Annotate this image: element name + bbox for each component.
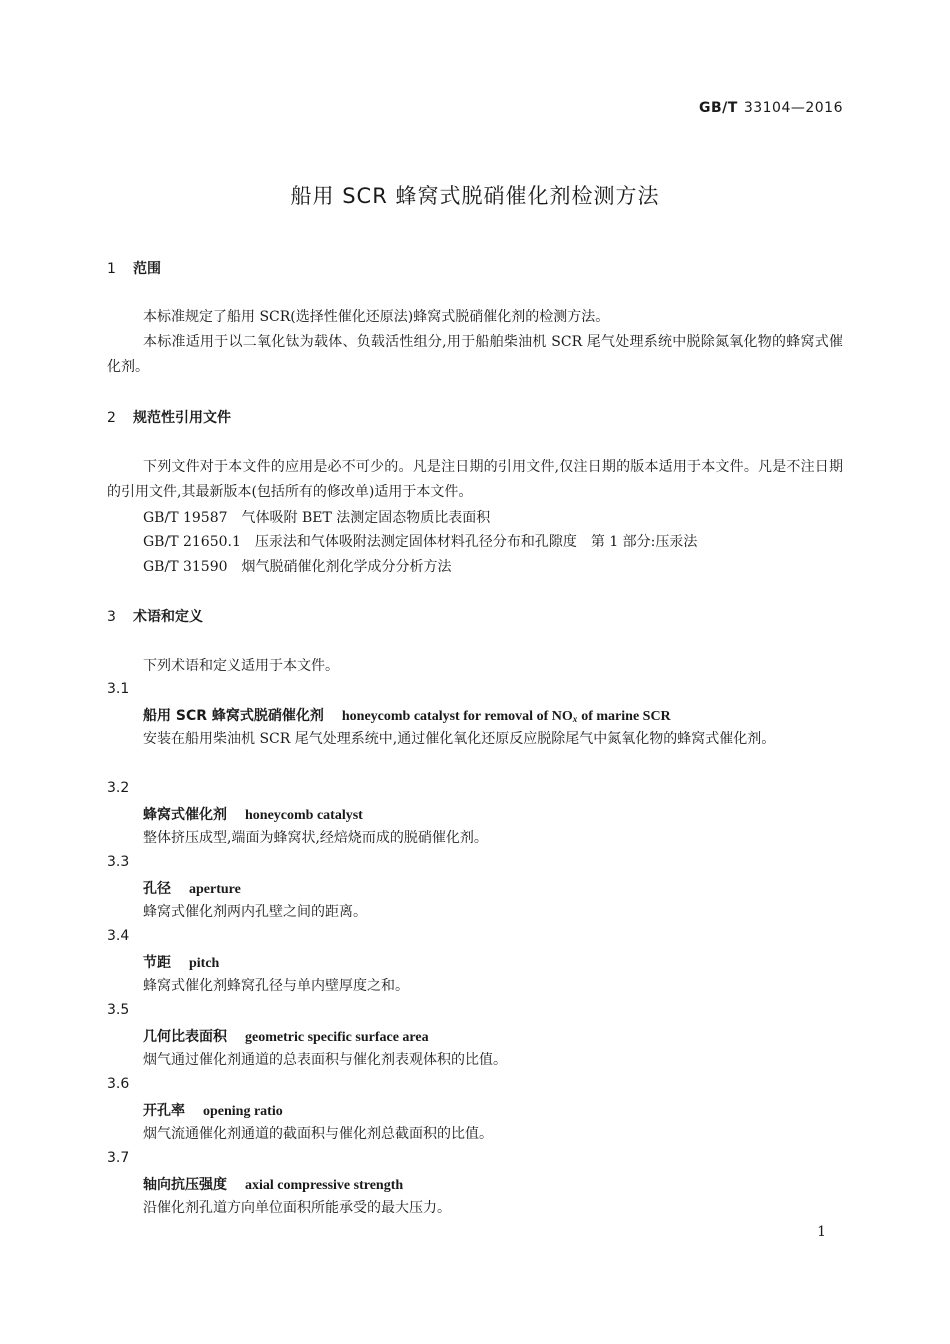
subscript-x: x [572,714,578,724]
term-number: 3.2 [107,780,130,796]
term-number: 3.5 [107,1002,130,1018]
term-name-zh: 蜂窝式催化剂 [143,807,227,823]
term-definition: 蜂窝式催化剂两内孔壁之间的距离。 [143,904,367,920]
term-name-zh: 船用 SCR 蜂窝式脱硝催化剂 [143,708,324,724]
reference-item [143,507,490,527]
term-number: 3.4 [107,928,130,944]
section-number: 1 [107,261,116,277]
reference-code: GB/T 31590 [143,559,228,575]
term-name-en: pitch [189,956,220,971]
standard-number-header [699,100,843,116]
term-name [143,952,219,972]
term-definition: 烟气流通催化剂通道的截面积与催化剂总截面积的比值。 [143,1126,493,1142]
term-name-zh: 开孔率 [143,1103,185,1119]
term-name [143,804,363,824]
term-name-en: geometric specific surface area [245,1030,429,1045]
reference-title: 压汞法和气体吸附法测定固体材料孔径分布和孔隙度 第 1 部分:压汞法 [254,534,698,550]
references-intro: 下列文件对于本文件的应用是必不可少的。凡是注日期的引用文件,仅注日期的版本适用于本文件。凡是不注日期的引用文件,其最新版本(包括所有的修改单)适用于本文件。 [107,459,843,500]
term-number: 3.7 [107,1150,130,1166]
term-name-zh: 轴向抗压强度 [143,1177,227,1193]
term-name-en: honeycomb catalyst for removal of $NO_x$ of marine SCR [341,709,671,724]
document-title: 船用 SCR 蜂窝式脱硝催化剂检测方法 [290,184,660,208]
term-definition: 整体挤压成型,端面为蜂窝状,经焙烧而成的脱硝催化剂。 [143,830,488,846]
reference-code: GB/T 19587 [143,510,228,526]
term-name-en: opening ratio [203,1104,283,1119]
term-number: 3.3 [107,854,130,870]
term-number: 3.1 [107,681,130,697]
section-heading-references [107,407,231,427]
standard-prefix: GB/T [699,100,738,116]
page-number: 1 [817,1224,826,1240]
reference-code: GB/T 21650.1 [143,534,241,550]
terms-intro: 下列术语和定义适用于本文件。 [143,658,339,674]
term-number: 3.6 [107,1076,130,1092]
section-title: 范围 [133,261,161,277]
term-name [143,878,241,898]
reference-item [143,556,452,576]
term-name-en: honeycomb catalyst [245,808,363,823]
section-title: 规范性引用文件 [133,410,231,426]
term-name-zh: 节距 [143,955,171,971]
term-definition: 沿催化剂孔道方向单位面积所能承受的最大压力。 [143,1200,451,1216]
term-definition: 蜂窝式催化剂蜂窝孔径与单内壁厚度之和。 [143,978,409,994]
term-name [143,1026,429,1046]
term-name [143,705,671,725]
reference-title: 气体吸附 BET 法测定固态物质比表面积 [241,510,491,526]
section-heading-scope [107,258,161,278]
section-number: 2 [107,410,116,426]
term-name-en: aperture [189,882,241,897]
term-name-zh: 几何比表面积 [143,1029,227,1045]
section-title: 术语和定义 [133,609,203,625]
term-name-en: axial compressive strength [245,1178,404,1193]
section-number: 3 [107,609,116,625]
section-heading-terms [107,606,203,626]
term-name [143,1174,403,1194]
term-definition: 安装在船用柴油机 SCR 尾气处理系统中,通过催化氧化还原反应脱除尾气中氮氧化物的蜂窝式催化剂。 [143,731,776,747]
term-name-zh: 孔径 [143,881,171,897]
scope-paragraph-1: 本标准规定了船用 SCR(选择性催化还原法)蜂窝式脱硝催化剂的检测方法。 [143,309,610,325]
standard-number: 33104—2016 [743,100,843,116]
term-name [143,1100,283,1120]
reference-item [143,531,697,551]
term-definition: 烟气通过催化剂通道的总表面积与催化剂表观体积的比值。 [143,1052,507,1068]
scope-paragraph-2: 本标准适用于以二氧化钛为载体、负载活性组分,用于船舶柴油机 SCR 尾气处理系统中脱除氮氧化物的蜂窝式催化剂。 [107,334,843,375]
reference-title: 烟气脱硝催化剂化学成分分析方法 [241,559,452,575]
